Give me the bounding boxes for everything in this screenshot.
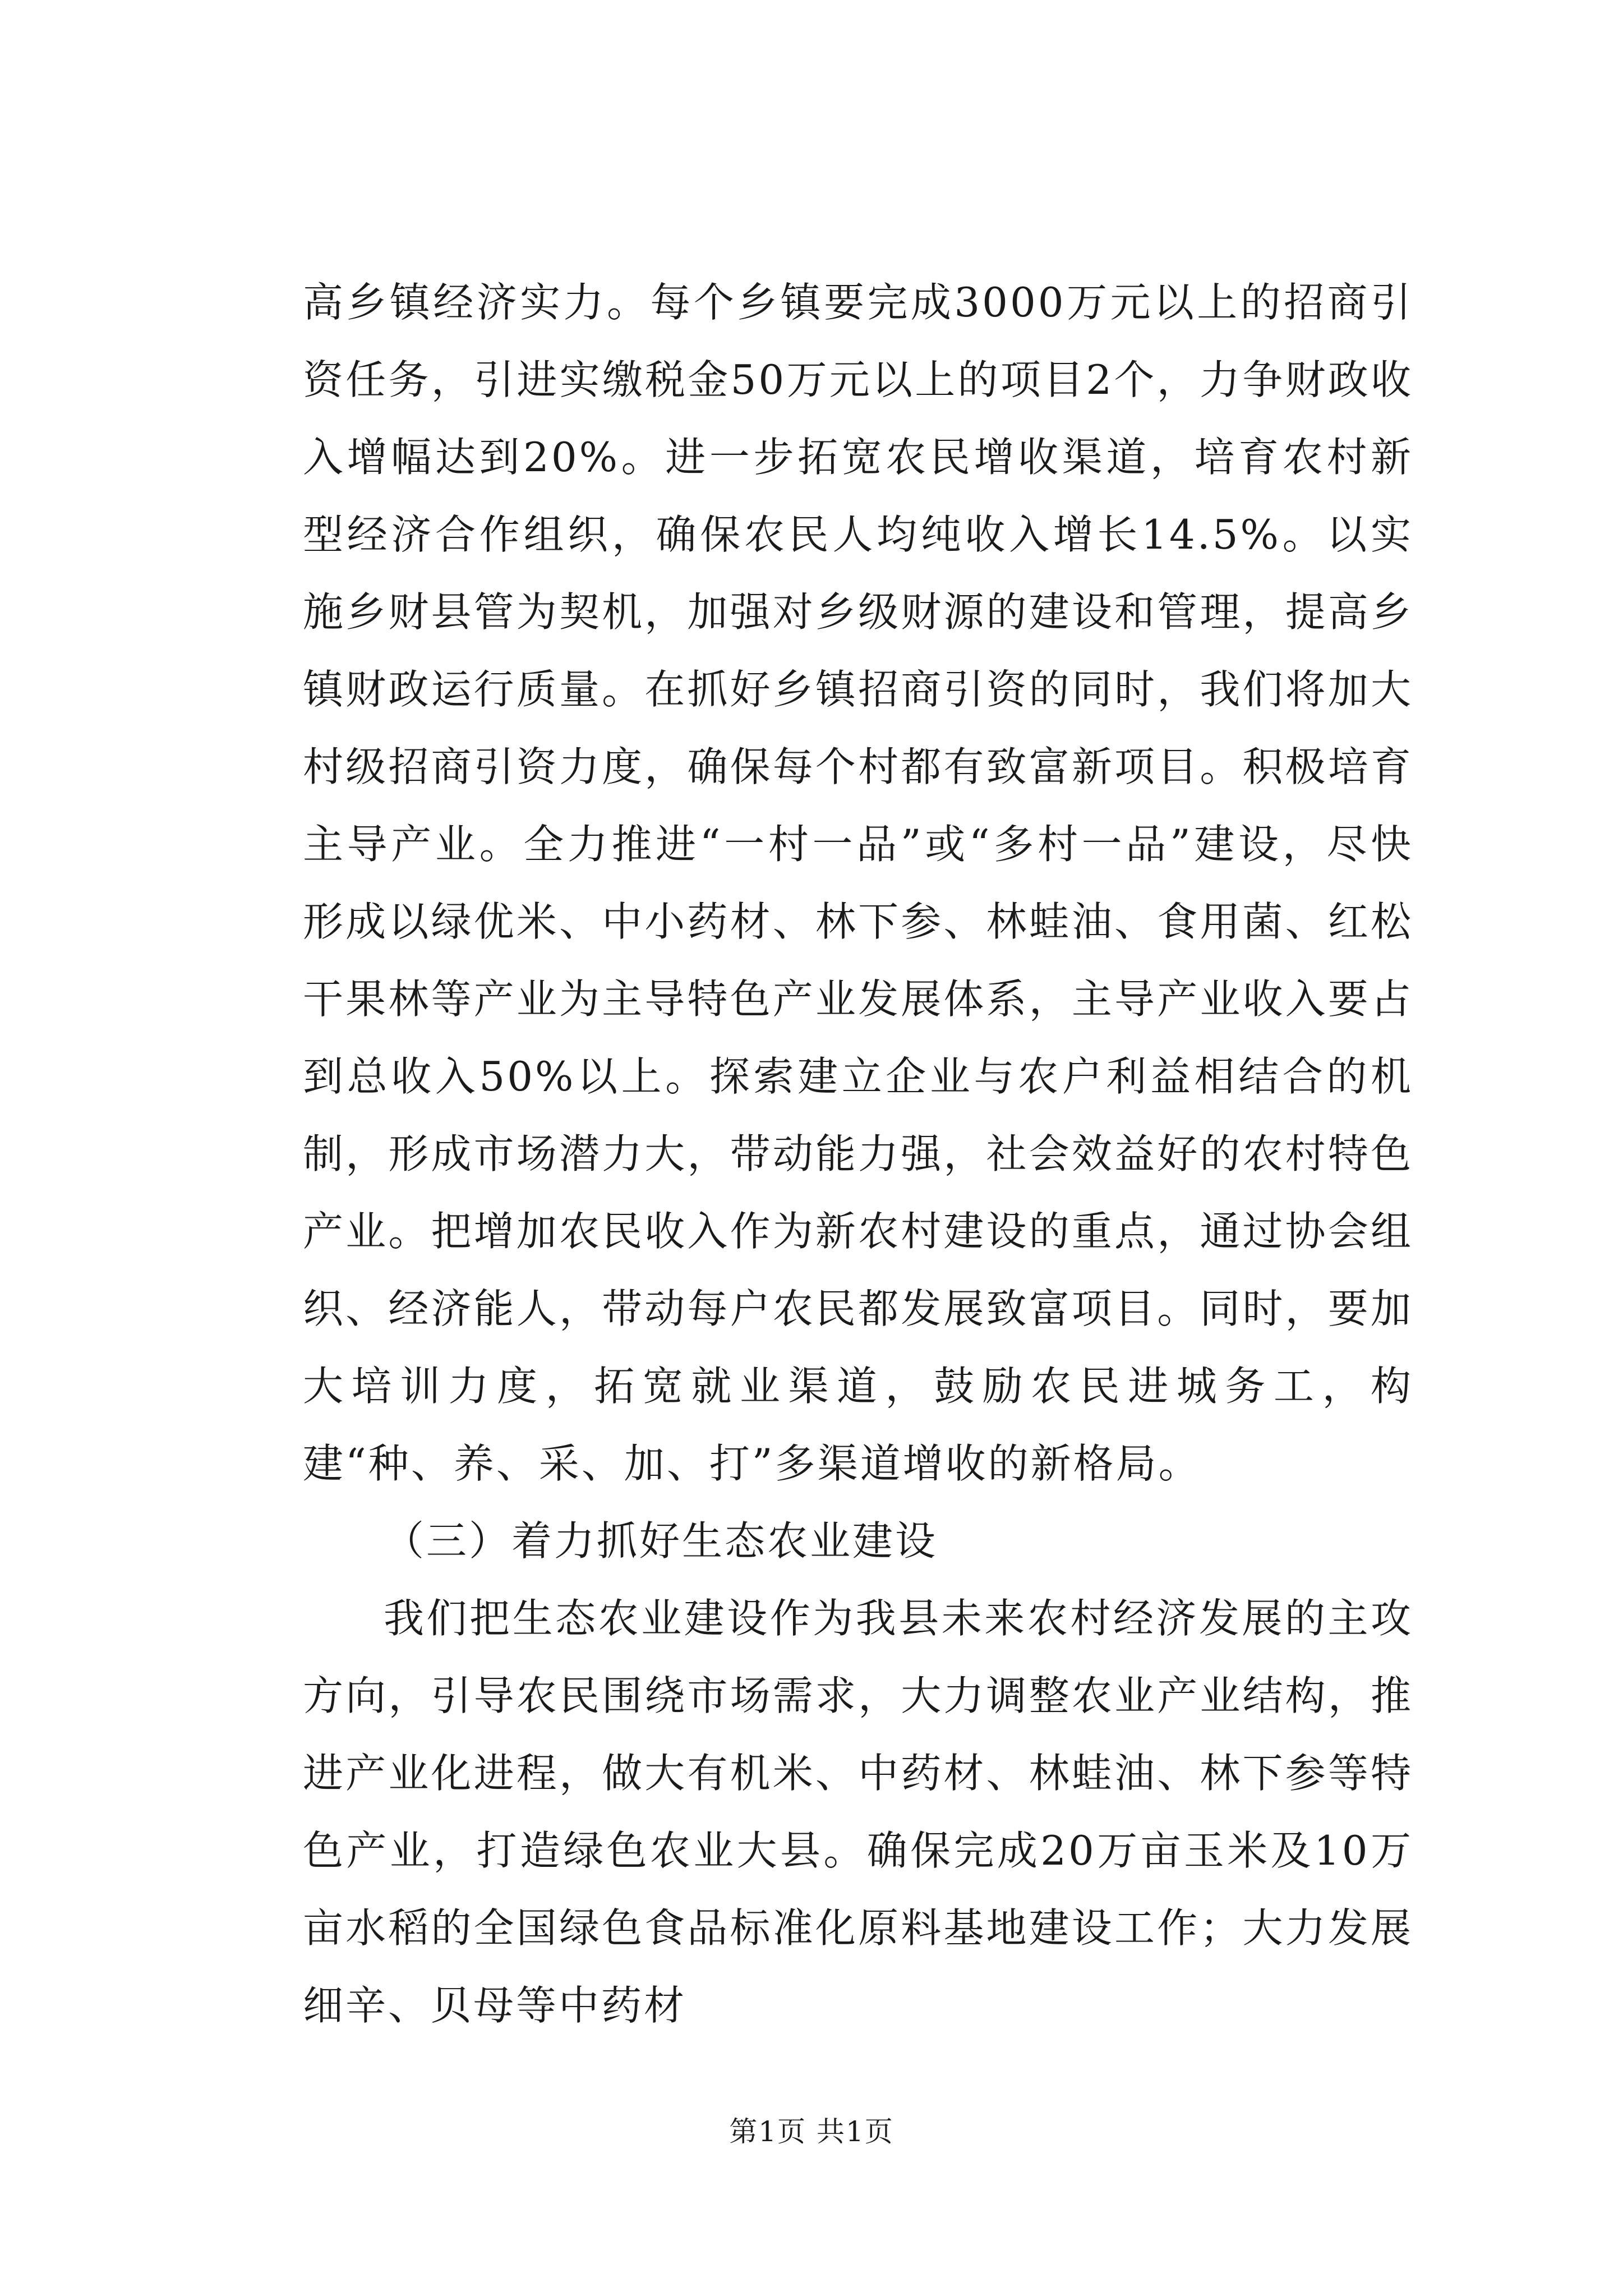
paragraph-1: 高乡镇经济实力。每个乡镇要完成3000万元以上的招商引资任务，引进实缴税金50万元以上的项目2个，力争财政收入增幅达到20%。进一步拓宽农民增收渠道，培育农村新型经济合作组织，确保农民人均纯收入增长14.5%。以实施乡财县管为契机，加强对乡级财源的建设和管理，提高乡镇财政运行质量。在抓好乡镇招商引资的同时，我们将加大村级招商引资力度，确保每个村都有致富新项目。积极培育主导产业。全力推进“一村一品”或“多村一品”建设，尽快形成以绿优米、中小药材、林下参、林蛙油、食用菌、红松干果林等产业为主导特色产业发展体系，主导产业收入要占到总收入50%以上。探索建立企业与农户利益相结合的机制，形成市场潜力大，带动能力强，社会效益好的农村特色产业。把增加农民收入作为新农村建设的重点，通过协会组织、经济能人，带动每户农民都发展致富项目。同时，要加大培训力度，拓宽就业渠道，鼓励农民进城务工，构建“种、养、采、加、打”多渠道增收的新格局。 <box>303 279 1413 1487</box>
section-heading: （三）着力抓好生态农业建设 <box>384 1517 938 1565</box>
page-footer: 第1页 共1页 <box>729 2115 894 2148</box>
document-body <box>303 264 1413 2044</box>
paragraph-2: 我们把生态农业建设作为我县未来农村经济发展的主攻方向，引导农民围绕市场需求，大力调整农业产业结构，推进产业化进程，做大有机米、中药材、林蛙油、林下参等特色产业，打造绿色农业大县。确保完成20万亩玉米及10万亩水稻的全国绿色食品标准化原料基地建设工作；大力发展细辛、贝母等中药材 <box>303 1595 1413 2029</box>
